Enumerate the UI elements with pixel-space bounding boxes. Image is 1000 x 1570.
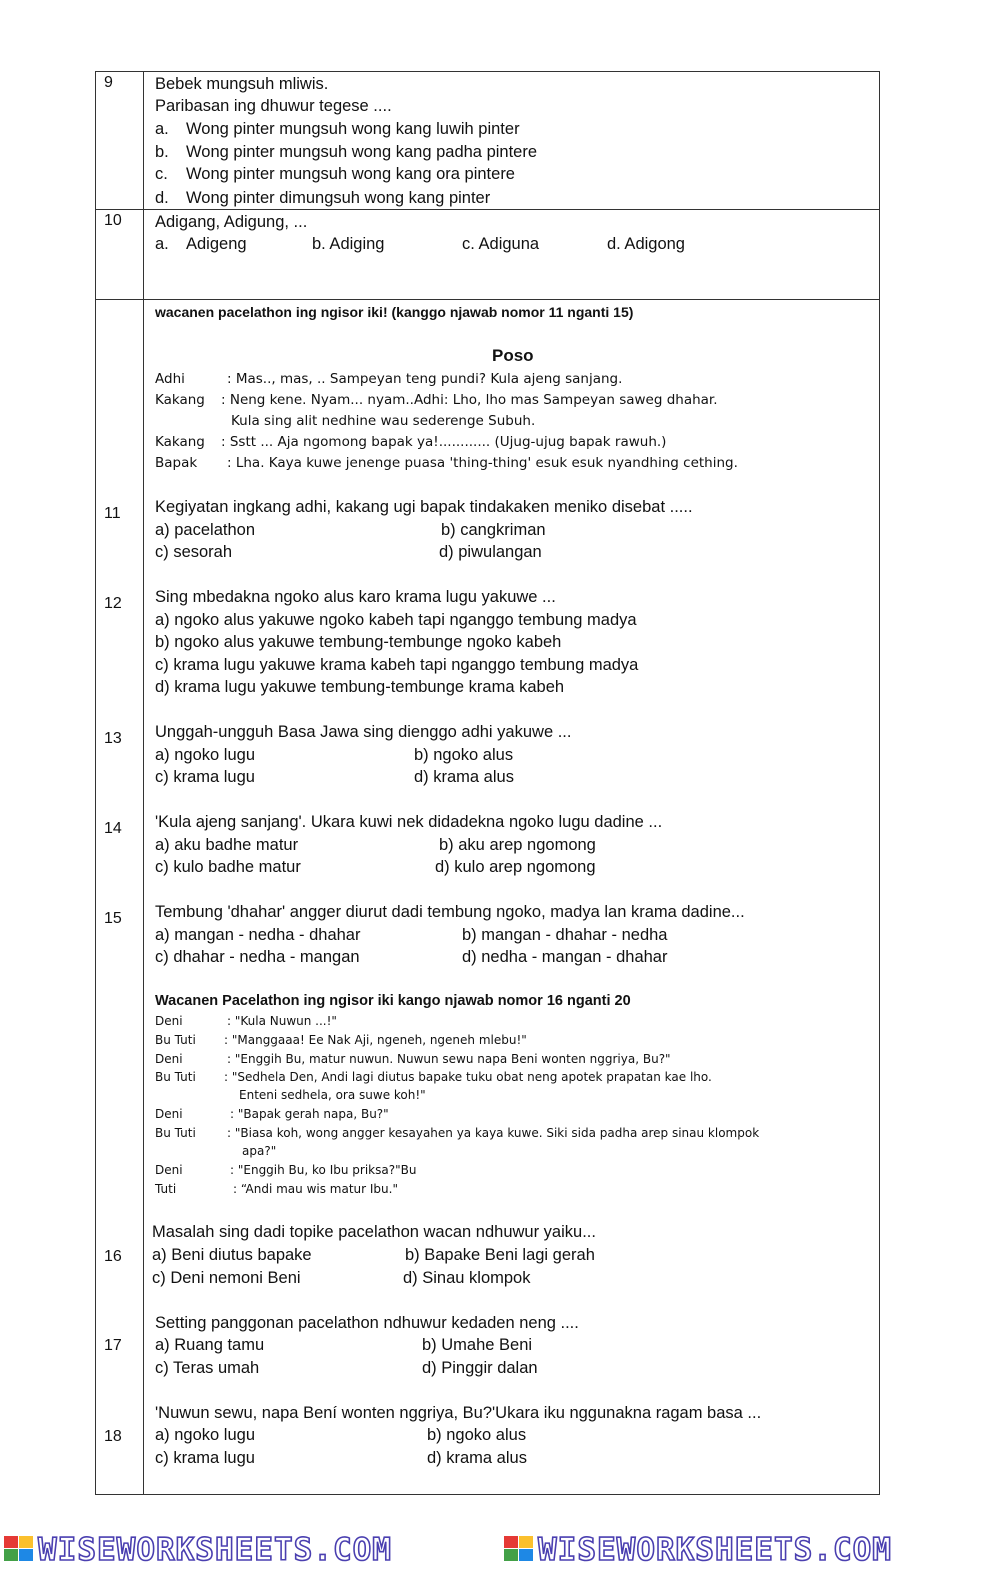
question-number: 14 (104, 820, 122, 837)
dialogue-line: : “Andi mau wis matur Ibu." (233, 1182, 398, 1196)
option: c) Deni nemoni Beni (152, 1269, 301, 1287)
option-letter: a. (155, 120, 169, 138)
dialogue-speaker: Bu Tuti (155, 1126, 196, 1140)
question-number: 9 (104, 74, 113, 91)
question-text: Tembung 'dhahar' angger diurut dadi tembung ngoko, madya lan krama dadine... (155, 903, 745, 921)
option: d) krama alus (414, 768, 514, 786)
option: a) mangan - nedha - dhahar (155, 926, 361, 944)
option: d) kulo arep ngomong (435, 858, 596, 876)
dialogue-speaker: Deni (155, 1163, 183, 1177)
dialogue-line: : "Bapak gerah napa, Bu?" (230, 1107, 389, 1121)
option: b) Bapake Beni lagi gerah (405, 1246, 595, 1264)
passage-title: Poso (492, 346, 534, 365)
question-number: 13 (104, 730, 122, 747)
option: a) ngoko lugu (155, 1426, 255, 1444)
option: c) Teras umah (155, 1359, 260, 1377)
dialogue-line: apa?" (242, 1144, 277, 1158)
question-number: 12 (104, 595, 122, 612)
dialogue-line: : "Kula Nuwun ...!" (227, 1014, 337, 1028)
option: a) aku badhe matur (155, 836, 299, 854)
dialogue-speaker: Deni (155, 1052, 183, 1066)
option: a) ngoko lugu (155, 746, 255, 764)
option: c) kulo badhe matur (155, 858, 301, 876)
dialogue-speaker: Kakang (155, 392, 205, 408)
option-letter: c. (155, 165, 168, 183)
option: b) ngoko alus (427, 1426, 527, 1444)
question-text: Adigang, Adigung, ... (155, 213, 308, 231)
option: c) dhahar - nedha - mangan (155, 948, 360, 966)
question-text: Setting panggonan pacelathon ndhuwur kedaden neng .... (155, 1314, 579, 1332)
dialogue-speaker: Deni (155, 1014, 183, 1028)
question-text: Masalah sing dadi topike pacelathon wacan ndhuwur yaiku... (152, 1223, 596, 1241)
footer-watermark-bar (0, 1530, 1000, 1570)
option: a) Ruang tamu (155, 1336, 265, 1354)
question-text: Kegiyatan ingkang adhi, kakang ugi bapak tindakaken meniko disebat ..... (155, 498, 693, 516)
option: a) ngoko alus yakuwe ngoko kabeh tapi nganggo tembung madya (155, 611, 637, 629)
dialogue-speaker: Adhi (155, 371, 185, 387)
option-text: Wong pinter mungsuh wong kang padha pintere (186, 143, 538, 161)
dialogue-line: Enteni sedhela, ora suwe koh!" (239, 1088, 426, 1102)
dialogue-line: : Sstt ... Aja ngomong bapak ya!............ (Ujug-ujug bapak rawuh.) (221, 434, 667, 450)
option-text: b. Adiging (312, 235, 385, 253)
logo-icon (504, 1536, 534, 1562)
option: d) nedha - mangan - dhahar (462, 948, 668, 966)
question-number: 17 (104, 1337, 122, 1354)
option: d) krama lugu yakuwe tembung-tembunge krama kabeh (155, 678, 565, 696)
option: a) Beni diutus bapake (152, 1246, 312, 1264)
dialogue-line: Kula sing alit nedhine wau sederenge Subuh. (231, 413, 536, 429)
option: b) ngoko alus (414, 746, 514, 764)
option-letter: d. (155, 189, 169, 207)
dialogue-line: : Neng kene. Nyam... nyam..Adhi: Lho, lho mas Sampeyan saweg dhahar. (221, 392, 718, 408)
option-text: Wong pinter dimungsuh wong kang pinter (186, 189, 491, 207)
option: c) sesorah (155, 543, 233, 561)
logo-icon (4, 1536, 34, 1562)
dialogue-speaker: Kakang (155, 434, 205, 450)
dialogue-line: : "Enggih Bu, matur nuwun. Nuwun sewu napa Beni wonten nggriya, Bu?" (227, 1052, 671, 1066)
dialogue-speaker: Bu Tuti (155, 1070, 196, 1084)
dialogue-speaker: Tuti (155, 1182, 177, 1196)
option-letter: a. (155, 235, 169, 253)
option-text: c. Adiguna (462, 235, 540, 253)
question-number: 16 (104, 1248, 122, 1265)
dialogue-line: : "Sedhela Den, Andi lagi diutus bapake tuku obat neng apotek prapatan kae lho. (224, 1070, 712, 1084)
question-number: 15 (104, 910, 122, 927)
dialogue-speaker: Bu Tuti (155, 1033, 196, 1047)
question-number: 18 (104, 1428, 122, 1445)
option: a) pacelathon (155, 521, 255, 539)
option: c) krama lugu (155, 1449, 255, 1467)
question-text: Sing mbedakna ngoko alus karo krama lugu yakuwe ... (155, 588, 556, 606)
option: c) krama lugu yakuwe krama kabeh tapi nganggo tembung madya (155, 656, 639, 674)
option: b) aku arep ngomong (439, 836, 596, 854)
option: b) mangan - dhahar - nedha (462, 926, 668, 944)
dialogue-line: : "Enggih Bu, ko Ibu priksa?"Bu (230, 1163, 417, 1177)
option: b) ngoko alus yakuwe tembung-tembunge ngoko kabeh (155, 633, 562, 651)
question-text: 'Kula ajeng sanjang'. Ukara kuwi nek didadekna ngoko lugu dadine ... (155, 813, 663, 831)
dialogue-line: : "Manggaaa! Ee Nak Aji, ngeneh, ngeneh mlebu!" (224, 1033, 527, 1047)
dialogue-speaker: Deni (155, 1107, 183, 1121)
option: b) cangkriman (441, 521, 546, 539)
option: d) Sinau klompok (403, 1269, 531, 1287)
dialogue-line: : "Biasa koh, wong angger kesayahen ya kaya kuwe. Siki sida padha arep sinau klompok (227, 1126, 760, 1140)
option-letter: b. (155, 143, 169, 161)
dialogue-line: : Lha. Kaya kuwe jenenge puasa 'thing-thing' esuk esuk nyandhing cething. (227, 455, 738, 471)
question-text: Paribasan ing dhuwur tegese .... (155, 97, 392, 115)
dialogue-speaker: Bapak (155, 455, 198, 471)
option: d) Pinggir dalan (422, 1359, 538, 1377)
passage-instruction: wacanen pacelathon ing ngisor iki! (kanggo njawab nomor 11 nganti 15) (155, 304, 634, 320)
option-text: d. Adigong (607, 235, 685, 253)
row-divider (96, 209, 879, 210)
passage-instruction: Wacanen Pacelathon ing ngisor iki kango njawab nomor 16 nganti 20 (155, 993, 631, 1009)
option: d) krama alus (427, 1449, 527, 1467)
question-number: 10 (104, 212, 122, 229)
column-divider (143, 72, 144, 1494)
watermark-text: WISEWORKSHEETS.COM (38, 1532, 392, 1568)
option: c) krama lugu (155, 768, 255, 786)
watermark-text: WISEWORKSHEETS.COM (538, 1532, 892, 1568)
option-text: Adigeng (186, 235, 247, 253)
question-text: Unggah-ungguh Basa Jawa sing dienggo adhi yakuwe ... (155, 723, 572, 741)
question-number: 11 (104, 505, 121, 522)
dialogue-line: : Mas.., mas, .. Sampeyan teng pundi? Kula ajeng sanjang. (227, 371, 623, 387)
option: d) piwulangan (439, 543, 542, 561)
option-text: Wong pinter mungsuh wong kang ora pintere (186, 165, 515, 183)
question-stem: Bebek mungsuh mliwis. (155, 75, 329, 93)
option-text: Wong pinter mungsuh wong kang luwih pinter (186, 120, 520, 138)
row-divider (96, 299, 879, 300)
option: b) Umahe Beni (422, 1336, 533, 1354)
question-text: 'Nuwun sewu, napa Bení wonten nggriya, Bu?'Ukara iku nggunakna ragam basa ... (155, 1404, 762, 1422)
